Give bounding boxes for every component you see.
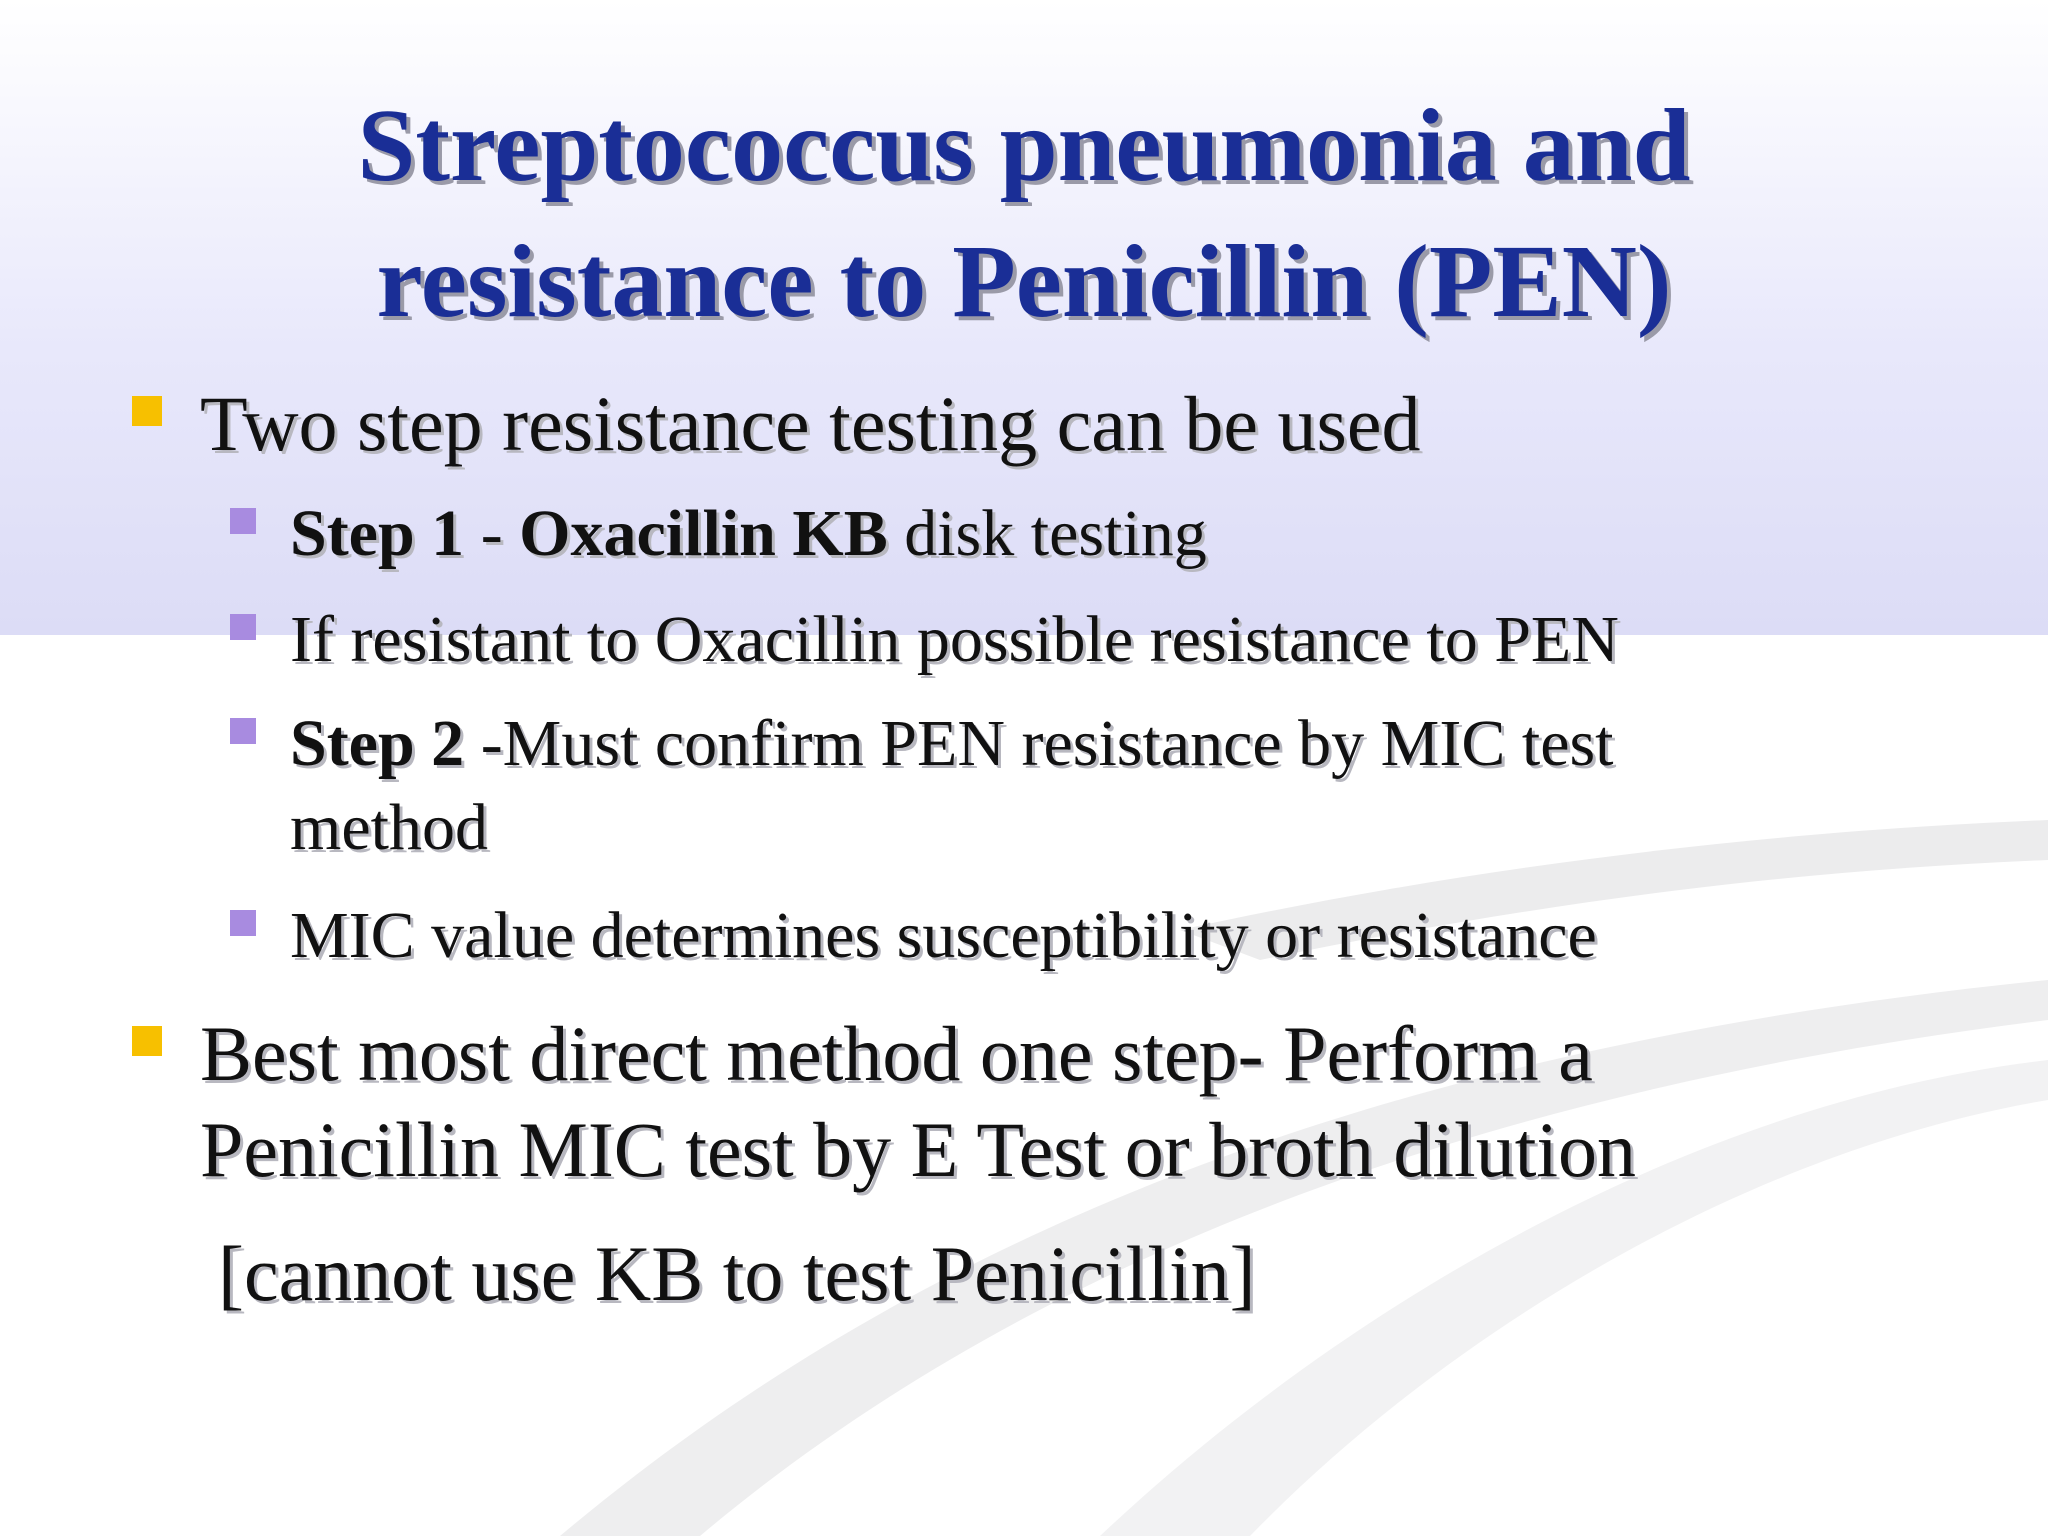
sub-bullet-mic-value: MIC value determines susceptibility or resistance: [290, 899, 1597, 972]
slide-title-line-2: resistance to Penicillin (PEN): [376, 224, 1672, 339]
step-1-separator: -: [464, 497, 520, 570]
step-1-description: disk testing: [887, 497, 1207, 570]
bullet-two-step-testing: Two step resistance testing can be used: [200, 380, 1421, 467]
step-2-label: Step 2: [290, 707, 465, 780]
oxacillin-kb-term: Oxacillin KB: [519, 497, 888, 570]
best-method-line-1: Best most direct method one step- Perform a: [200, 1010, 1593, 1097]
step-2-description-line-2: method: [290, 791, 488, 864]
sub-bullet-step-1: [290, 492, 1890, 576]
sub-bullet-square-icon: [230, 508, 256, 534]
slide-title-line-1: Streptococcus pneumonia and: [357, 88, 1691, 203]
step-1-label: Step 1: [290, 497, 465, 570]
slide-title: [200, 78, 1848, 350]
step-2-description-line-1: -Must confirm PEN resistance by MIC test: [464, 707, 1614, 780]
sub-bullet-oxacillin-resistance: If resistant to Oxacillin possible resistance to PEN: [290, 603, 1619, 676]
bullet-square-icon: [132, 1026, 162, 1056]
bullet-square-icon: [132, 396, 162, 426]
best-method-note: [cannot use KB to test Penicillin]: [218, 1230, 1256, 1317]
best-method-line-2: Penicillin MIC test by E Test or broth dilution: [200, 1106, 1637, 1193]
sub-bullet-square-icon: [230, 910, 256, 936]
sub-bullet-square-icon: [230, 614, 256, 640]
sub-bullet-step-2: [290, 702, 1890, 870]
bullet-best-method: [200, 1006, 1900, 1198]
sub-bullet-square-icon: [230, 718, 256, 744]
